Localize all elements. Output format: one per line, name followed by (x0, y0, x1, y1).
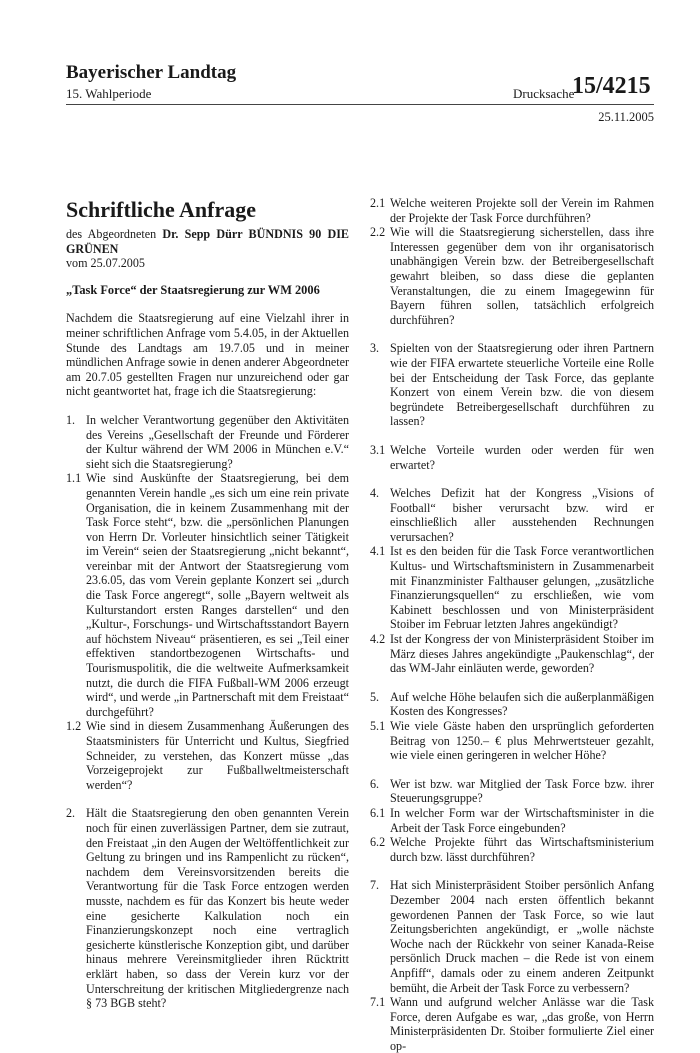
election-period: 15. Wahlperiode (66, 86, 152, 101)
question-number: 4. (370, 486, 380, 501)
question-text: Welche Vorteile wurden oder werden für wen erwartet? (390, 442, 654, 472)
question-text: Auf welche Höhe belaufen sich die außerplanmäßigen Kosten des Kongresses? (390, 689, 654, 719)
inquiry-subject: „Task Force“ der Staatsregierung zur WM 2006 (66, 282, 320, 297)
question-item (370, 690, 654, 719)
question-number: 2. (66, 806, 76, 821)
question-item (66, 719, 349, 792)
question-number: 1.2 (66, 719, 82, 734)
question-item (370, 196, 654, 225)
question-text: Ist der Kongress der von Ministerpräsident Stoiber im März dieses Jahres angekündigte „Paukenschlag“, der das WM-Jahr einläuten werde, geworden? (390, 632, 654, 676)
question-text: Hält die Staatsregierung den oben genannten Verein noch für einen zuverlässigen Partner, dem sie zutraut, den Freistaat „in den Augen der Weltöffentlichkeit zur Geltung zu bringen und ins Rampenlicht zu rücken“, nachdem dem Vereinsvorsitzenden bereits die Verantwortung für die Task Force entzogen werden musste, nachdem es für das Konzert bis heute weder eine gesicherte Kalkulation noch ein Finanzierungskonzept noch eine vertraglich gesicherte künstlerische Konzeption gibt, und darüber hinaus mehrere Vereinsmitglieder ihren Rücktritt erklärt haben, so dass der Verein kurz vor der Unterschreitung der kritischen Mitgliedergrenze nach § 73 BGB steht? (86, 806, 349, 1011)
question-number: 2.2 (370, 225, 386, 240)
question-item (370, 632, 654, 676)
right-column (370, 196, 654, 1053)
question-text: Wie sind Auskünfte der Staatsregierung, bei dem genannten Verein handle „es sich um eine rein private Organisation, die in keinem Zusammenhang mit der Task Force steht“, bzw. die „persönlichen Planungen von Herrn Dr. Vorleuter hinsichtlich seiner Tätigkeit im Verein“ seien der Staatsregierung „nicht bekannt“, vereinbar mit der Antwort der Staatsregierung vom 23.6.05, das vom Verein geplante Konzert sei „durch die Task Force angeregt“, solle „Bayern weltweit als Kulturstandort ersten Ranges darstellen“ und den „Kultur-, Forschungs- und Wirtschaftsstandort Bayern auf höchstem Niveau“ präsentieren, es sei „Teil einer effektiven standortbezogenen Wirtschafts- und Tourismuspolitik, die die weltweite Aufmerksamkeit nutzt, die durch die FIFA Fußball-WM 2006 erzeugt wird“, und werde „in Partnerschaft mit dem Freistaat“ durchgeführt? (86, 471, 349, 719)
inquiry-byline (66, 227, 349, 256)
question-text: Wer ist bzw. war Mitglied der Task Force bzw. ihrer Steuerungsgruppe? (390, 776, 654, 806)
question-item (370, 225, 654, 327)
question-number: 5.1 (370, 719, 386, 733)
question-item (66, 471, 349, 719)
question-text: Hat sich Ministerpräsident Stoiber persönlich Anfang Dezember 2004 nach ersten öffentlich bekannt gewordenen Pannen der Task Force, so wie laut Zeitungsberichten angekündigt, er „wolle nächste Woche nach der Rückkehr von seiner Kanada-Reise persönlich Druck machen – die Rede ist von einem Anpfiff“, damals oder zu einem anderen Zeitpunkt bemüht, die Arbeit der Task Force zu verbessern? (390, 878, 654, 995)
question-text: Ist es den beiden für die Task Force verantwortlichen Kultus- und Wirtschaftsministern in Zusammenarbeit mit Finanzminister Falthauser gelungen, „zusätzliche Finanzierungsquellen“ zu erschließen, wie vom Kabinett beschlossen und von Ministerpräsident Stoiber im Februar letzten Jahres angekündigt? (390, 544, 654, 632)
question-text: In welcher Verantwortung gegenüber den Aktivitäten des Vereins „Gesellschaft der Freunde und Förderer der Kultur während der WM 2006 in München e.V.“ sieht sich die Staatsregierung? (86, 412, 349, 471)
question-text: Wie will die Staatsregierung sicherstellen, dass ihre Interessen gegenüber dem von ihr organisatorisch unabhängigen Verein bzw. der Betreibergesellschaft gewahrt bleiben, so dass diese die geplanten Veranstaltungen, die zu einem Imagegewinn für Bayern führen sollen, tatsächlich erfolgreich durchführen? (390, 225, 654, 327)
byline-prefix: des Abgeordneten (66, 227, 157, 241)
question-number: 7.1 (370, 995, 386, 1010)
header-rule (66, 104, 654, 105)
question-number: 2.1 (370, 196, 386, 210)
question-text: Welches Defizit hat der Kongress „Visions of Football“ bisher verursacht bzw. wird er einschließlich aller ausstehenden Rechnungen verursachen? (390, 486, 654, 544)
question-item (66, 413, 349, 471)
question-item (370, 777, 654, 806)
question-item (370, 995, 654, 1053)
question-text: Welche weiteren Projekte soll der Verein im Rahmen der Projekte der Task Force durchführen? (390, 196, 654, 225)
question-item (370, 835, 654, 864)
question-item (370, 719, 654, 763)
question-number: 3.1 (370, 442, 386, 457)
question-number: 4.1 (370, 544, 386, 559)
question-text: Wie viele Gäste haben den ursprünglich geforderten Beitrag von 1250.– € plus Mehrwertsteuer gezahlt, wie viele einen geringeren in welcher Höhe? (390, 719, 654, 763)
question-text: Welche Projekte führt das Wirtschaftsministerium durch bzw. lässt durchführen? (390, 835, 654, 864)
question-text: Wie sind in diesem Zusammenhang Äußerungen des Staatsministers für Unterricht und Kultus, Siegfried Schneider, zu verstehen, das Konzert müsse „das Vorzeigeprojekt zur Fußballweltmeisterschaft werden“? (86, 719, 349, 792)
question-text: Wann und aufgrund welcher Anlässe war die Task Force, deren Aufgabe es war, „das große, von Herrn Ministerpräsidenten Dr. Stoiber formulierte Ziel einer op- (390, 995, 654, 1053)
question-number: 6.1 (370, 805, 386, 820)
document-date: 25.11.2005 (598, 110, 654, 124)
drucksache-label: Drucksache (513, 86, 575, 101)
byline-name: Dr. Sepp Dürr BÜNDNIS 90 DIE GRÜNEN (66, 227, 349, 256)
question-number: 4.2 (370, 632, 386, 647)
question-number: 6. (370, 776, 380, 791)
inquiry-title: Schriftliche Anfrage (66, 197, 257, 222)
question-number: 5. (370, 689, 380, 704)
byline-date: vom 25.07.2005 (66, 256, 145, 271)
question-text: Spielten von der Staatsregierung oder ihren Partnern wie der FIFA erwartete steuerliche Vorteile eine Rolle bei der Entscheidung der Task Force, das geplante Konzert von einem Verein bzw. die von diesem begründete Betreibergesellschaft durchführen zu lassen? (390, 341, 654, 429)
question-number: 1. (66, 412, 76, 427)
question-number: 1.1 (66, 471, 82, 486)
organization-name: Bayerischer Landtag (66, 62, 237, 83)
question-number: 6.2 (370, 835, 386, 850)
question-text: In welcher Form war der Wirtschaftsminister in die Arbeit der Task Force eingebunden? (390, 805, 654, 835)
inquiry-intro: Nachdem die Staatsregierung auf eine Vielzahl ihrer in meiner schriftlichen Anfrage vom 5.4.05, in der Aktuellen Stunde des Landtags am 19.7.05 und in meiner mündlichen Anfrage sowie in denen anderer Abgeordneter am 20.7.05 gestellten Fragen nur unzureichend oder gar nicht geantwortet hat, frage ich die Staatsregierung: (66, 311, 349, 399)
question-item (370, 486, 654, 544)
question-item (370, 443, 654, 472)
question-item (370, 806, 654, 835)
drucksache-number: 15/4215 (572, 73, 651, 99)
question-number: 7. (370, 878, 380, 893)
question-item (370, 341, 654, 429)
question-item (370, 878, 654, 995)
question-item (370, 544, 654, 632)
question-number: 3. (370, 341, 380, 356)
left-column (66, 196, 349, 1011)
question-item (66, 806, 349, 1010)
